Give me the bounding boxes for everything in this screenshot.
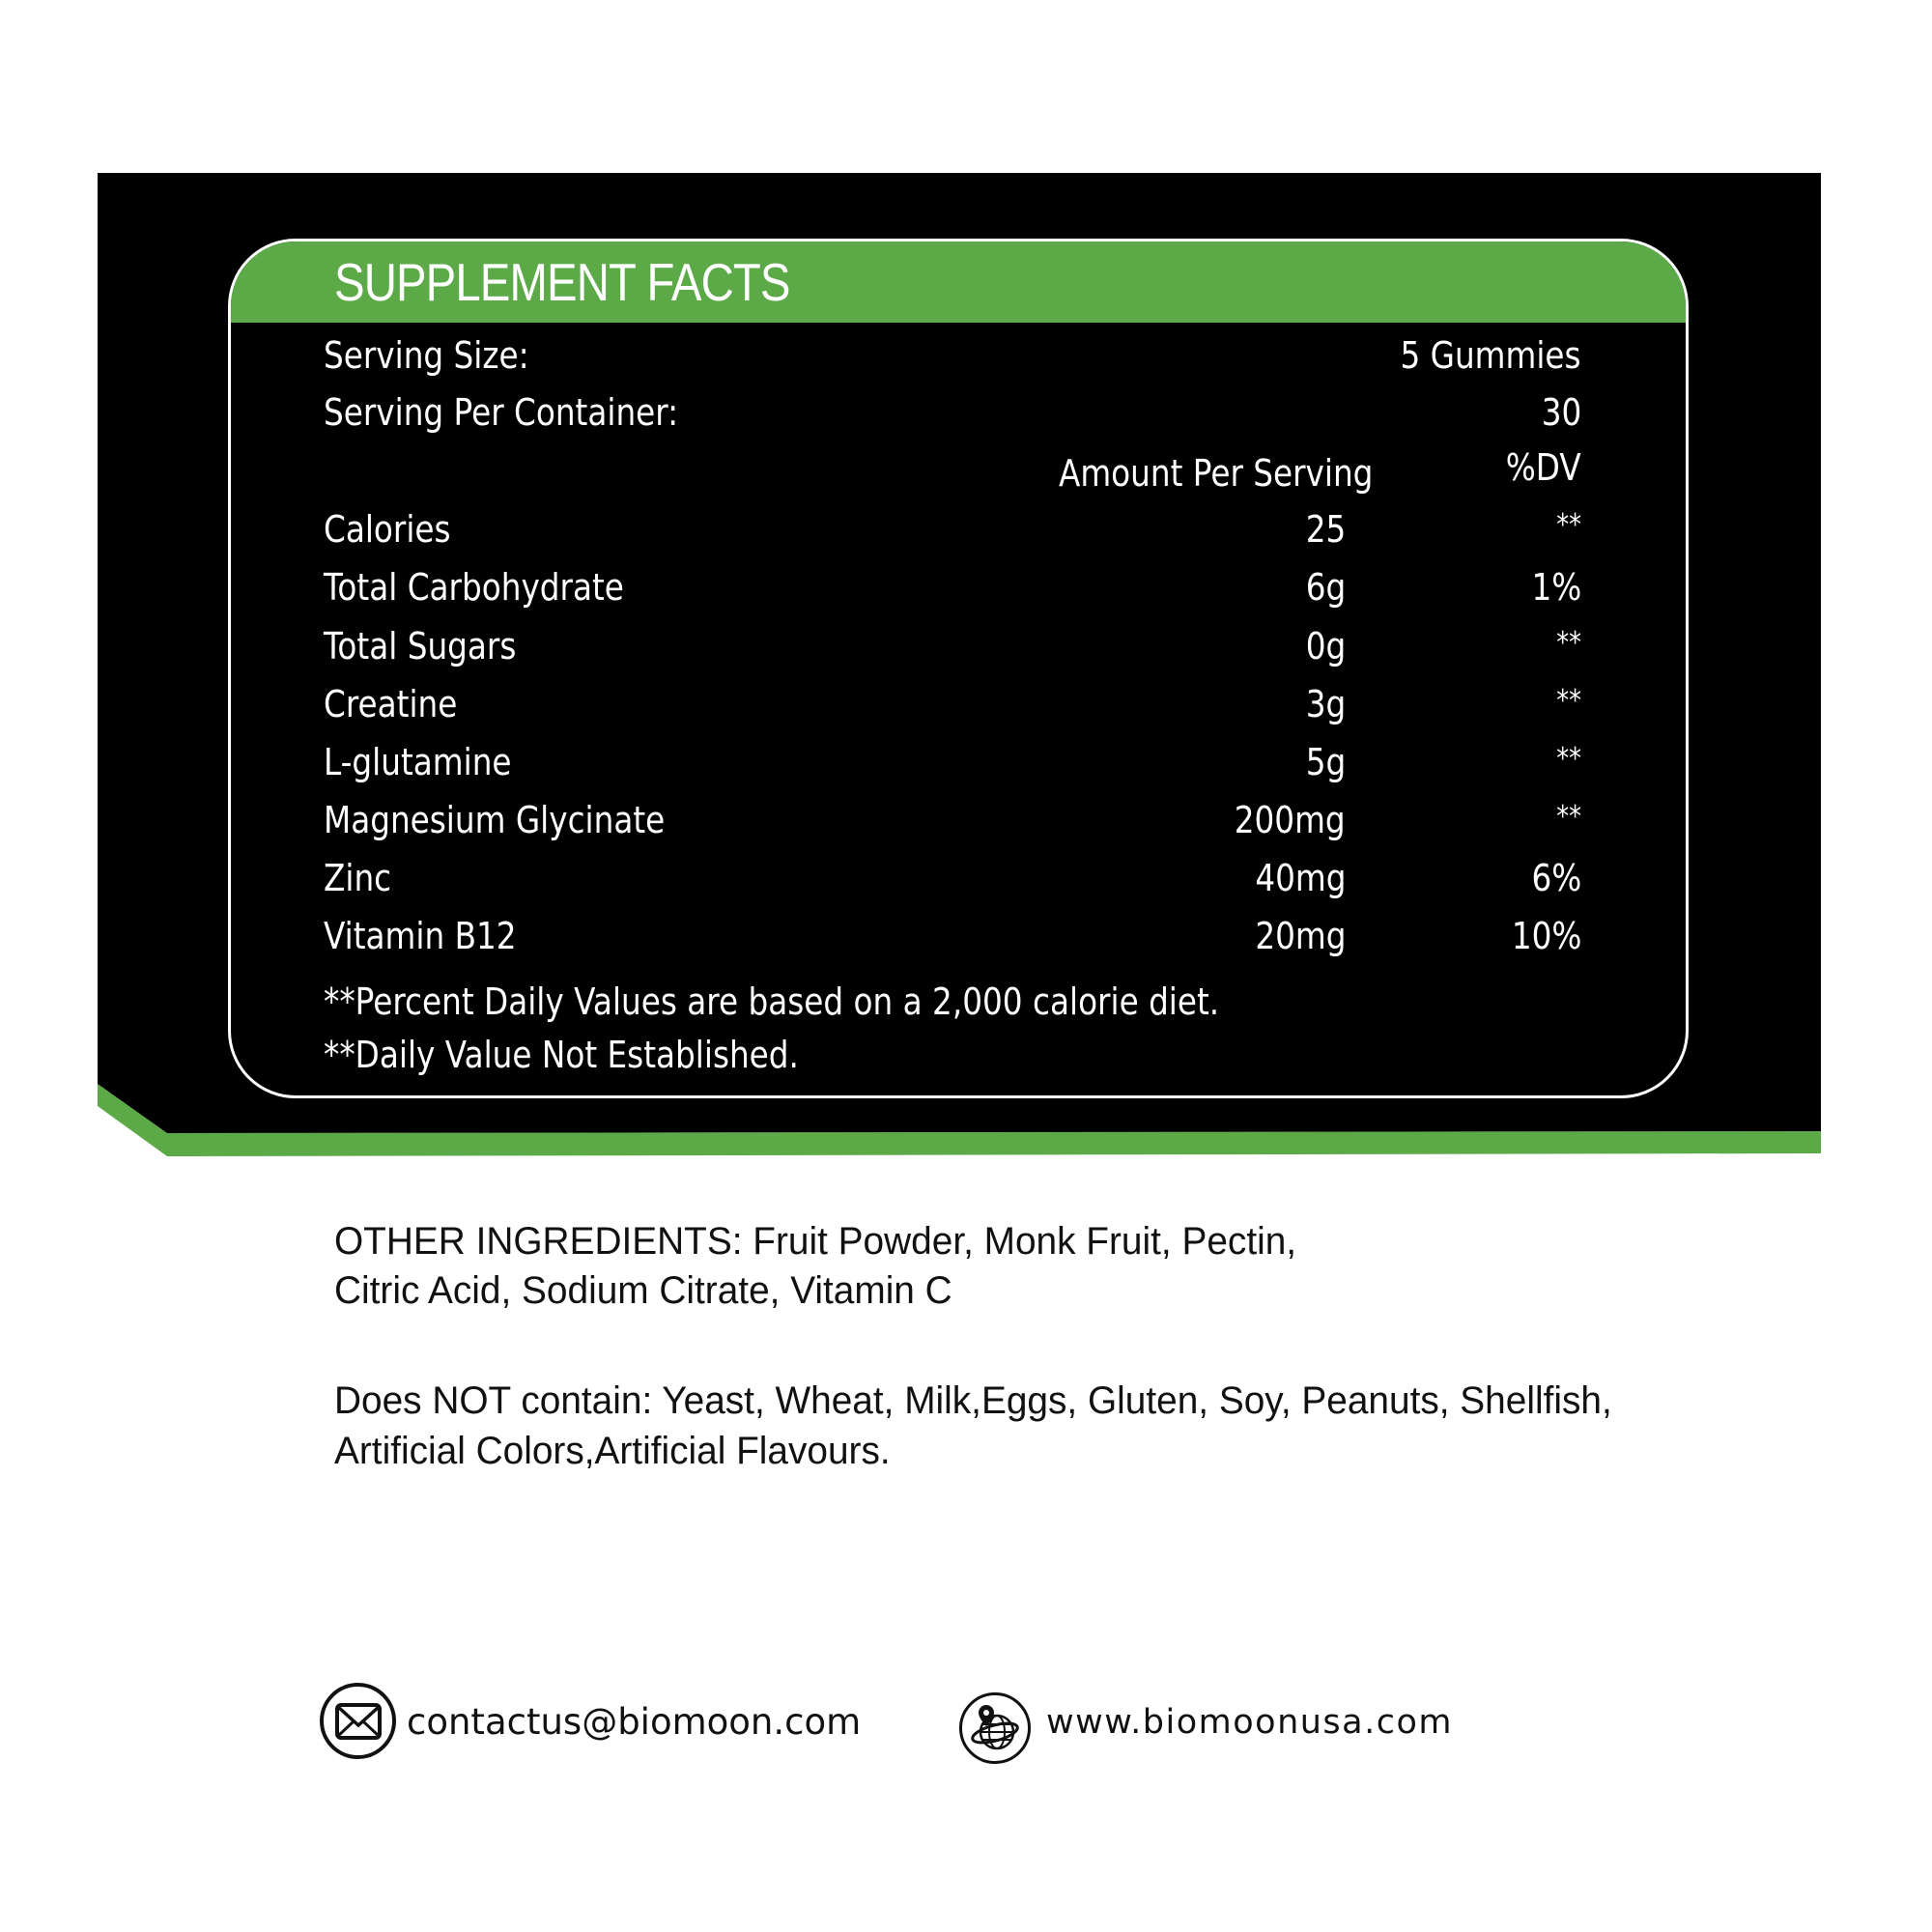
allergen-line: Does NOT contain: Yeast, Wheat, Milk,Eggs, Gluten, Soy, Peanuts, Shellfish, [334,1379,1612,1422]
website-link[interactable]: www.biomoonusa.com [1046,1703,1453,1742]
email-link[interactable]: contactus@biomoon.com [407,1701,862,1743]
nutrient-dv: 6% [1531,857,1581,899]
nutrient-amount: 25 [1305,508,1346,551]
nutrient-dv: ** [1556,742,1581,776]
facts-header-bar [231,242,1686,323]
nutrient-amount: 5g [1305,741,1346,783]
dv-header: %DV [1505,446,1581,489]
nutrient-dv: 1% [1531,566,1581,609]
nutrient-name: Total Sugars [324,625,517,668]
servings-per-container-label: Serving Per Container: [324,391,679,434]
allergen-line: Artificial Colors,Artificial Flavours. [334,1430,891,1472]
other-ingredients-line: Citric Acid, Sodium Citrate, Vitamin C [334,1269,952,1312]
footnote-percent-dv: **Percent Daily Values are based on a 2,000 calorie diet. [324,980,1220,1023]
globe-location-icon [959,1692,1031,1764]
nutrient-name: Vitamin B12 [324,915,517,957]
facts-title: SUPPLEMENT FACTS [334,252,790,312]
servings-per-container-value: 30 [1541,391,1581,434]
nutrient-name: Calories [324,508,451,551]
nutrient-name: Zinc [324,857,392,899]
nutrient-dv: ** [1556,800,1581,834]
envelope-icon [320,1683,396,1759]
nutrient-name: L-glutamine [324,741,512,783]
nutrient-name: Creatine [324,683,458,725]
nutrient-amount: 3g [1305,683,1346,725]
nutrient-amount: 0g [1305,625,1346,668]
nutrient-dv: 10% [1511,915,1581,957]
nutrient-amount: 20mg [1254,915,1346,957]
other-ingredients-line: OTHER INGREDIENTS: Fruit Powder, Monk Fruit, Pectin, [334,1220,1297,1263]
serving-size-label: Serving Size: [324,334,529,377]
nutrient-amount: 6g [1305,566,1346,609]
amount-per-serving-header: Amount Per Serving [1058,452,1373,495]
nutrient-amount: 200mg [1235,799,1346,841]
nutrient-dv: ** [1556,626,1581,660]
footnote-dv-not-established: **Daily Value Not Established. [324,1034,799,1076]
nutrient-dv: ** [1556,508,1581,542]
nutrient-name: Magnesium Glycinate [324,799,666,841]
nutrient-amount: 40mg [1254,857,1346,899]
nutrient-name: Total Carbohydrate [324,566,624,609]
serving-size-value: 5 Gummies [1400,334,1581,377]
nutrient-dv: ** [1556,684,1581,718]
